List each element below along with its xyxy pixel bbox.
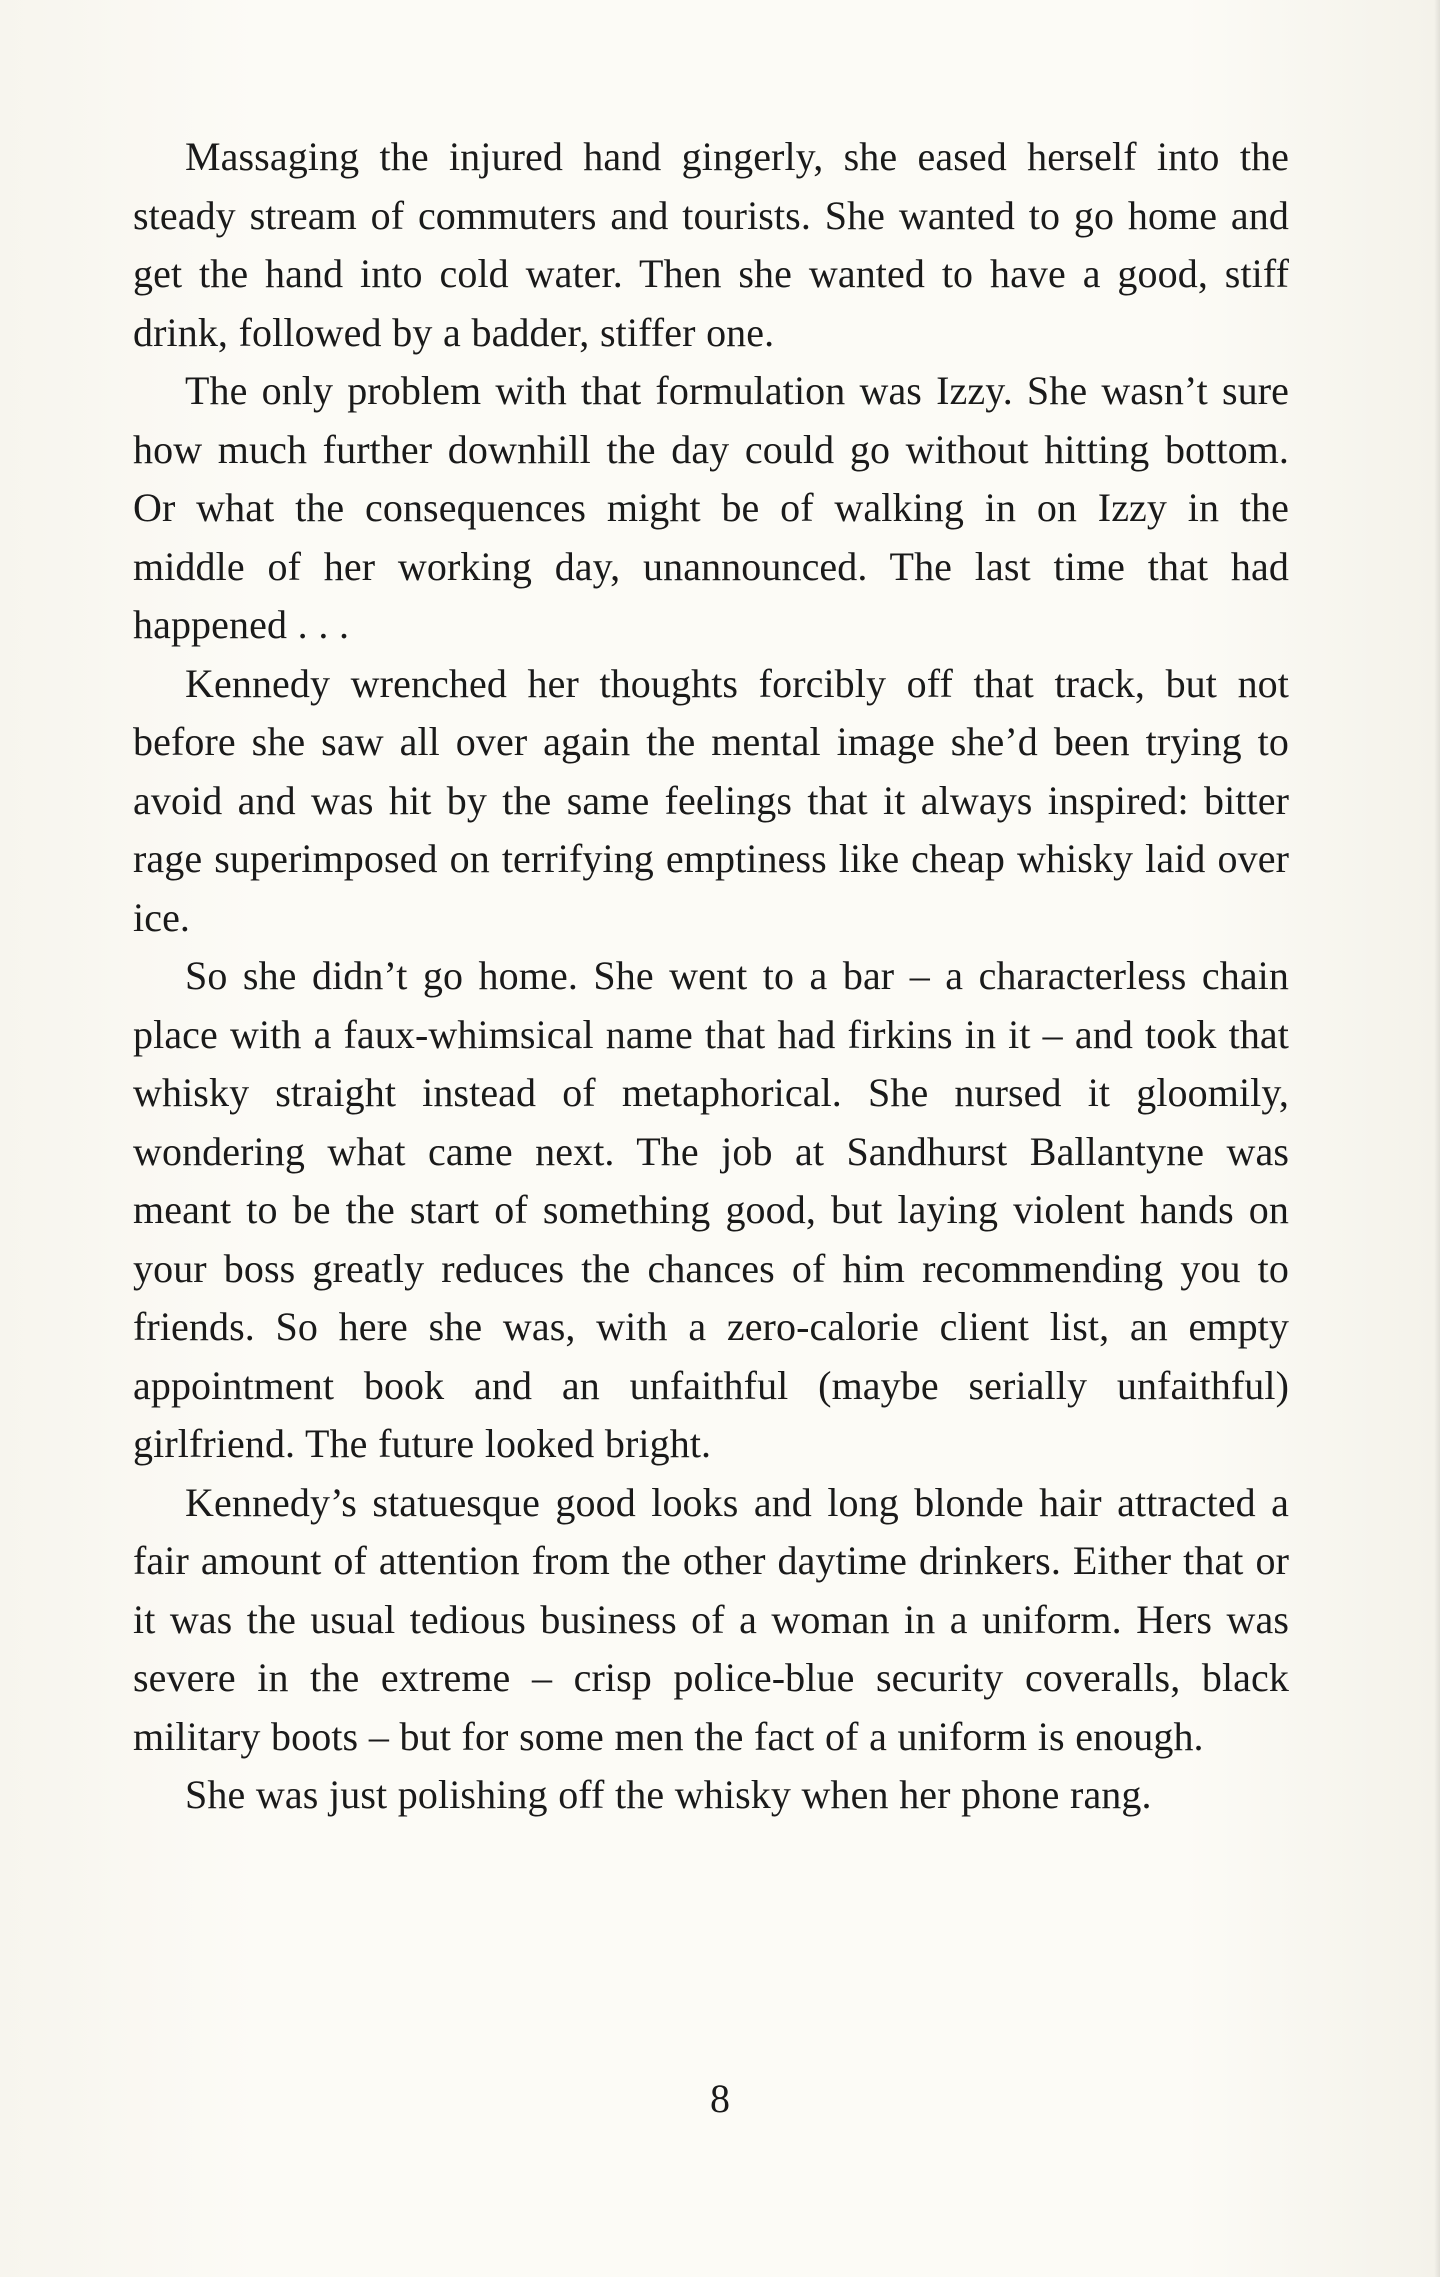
paragraph-1: Massaging the injured hand gingerly, she eased herself into the steady stream of commuters and tourists. She wanted to go home and get the hand into cold water. Then she wanted to have a good, stiff drink, followed by a badder, stiffer one.	[133, 134, 1289, 355]
paragraph-5: Kennedy’s statuesque good looks and long blonde hair attracted a fair amount of attention from the other daytime drinkers. Either that or it was the usual tedious business of a woman in a uniform. Hers was severe in the extreme – crisp police-blue security coveralls, black military boots – but for some men the fact of a uniform is enough.	[133, 1479, 1289, 1759]
page-edge-shadow	[1434, 0, 1440, 2277]
page-number: 8	[710, 2076, 730, 2121]
paragraph-4: So she didn’t go home. She went to a bar – a characterless chain place with a faux-whimsical name that had firkins in it – and took that whisky straight instead of metaphorical. She nursed it gloomily, wondering what came next. The job at Sandhurst Ballantyne was meant to be the start of something good, but laying violent hands on your boss greatly reduces the chances of him recommending you to friends. So here she was, with a zero-calorie client list, an empty appointment book and an unfaithful (maybe serially unfaithful) girlfriend. The future looked bright.	[133, 953, 1289, 1466]
paragraph-6: She was just polishing off the whisky when her phone rang.	[185, 1772, 1152, 1817]
body-text	[133, 128, 1289, 1825]
paragraph-2: The only problem with that formulation was Izzy. She wasn’t sure how much further downhill the day could go without hitting bottom. Or what the consequences might be of walking in on Izzy in the middle of her working day, unannounced. The last time that had happened . . .	[133, 368, 1289, 647]
paragraph-3: Kennedy wrenched her thoughts forcibly off that track, but not before she saw all over again the mental image she’d been trying to avoid and was hit by the same feelings that it always inspired: bitter rage superimposed on terrifying emptiness like cheap whisky laid over ice.	[133, 660, 1289, 940]
